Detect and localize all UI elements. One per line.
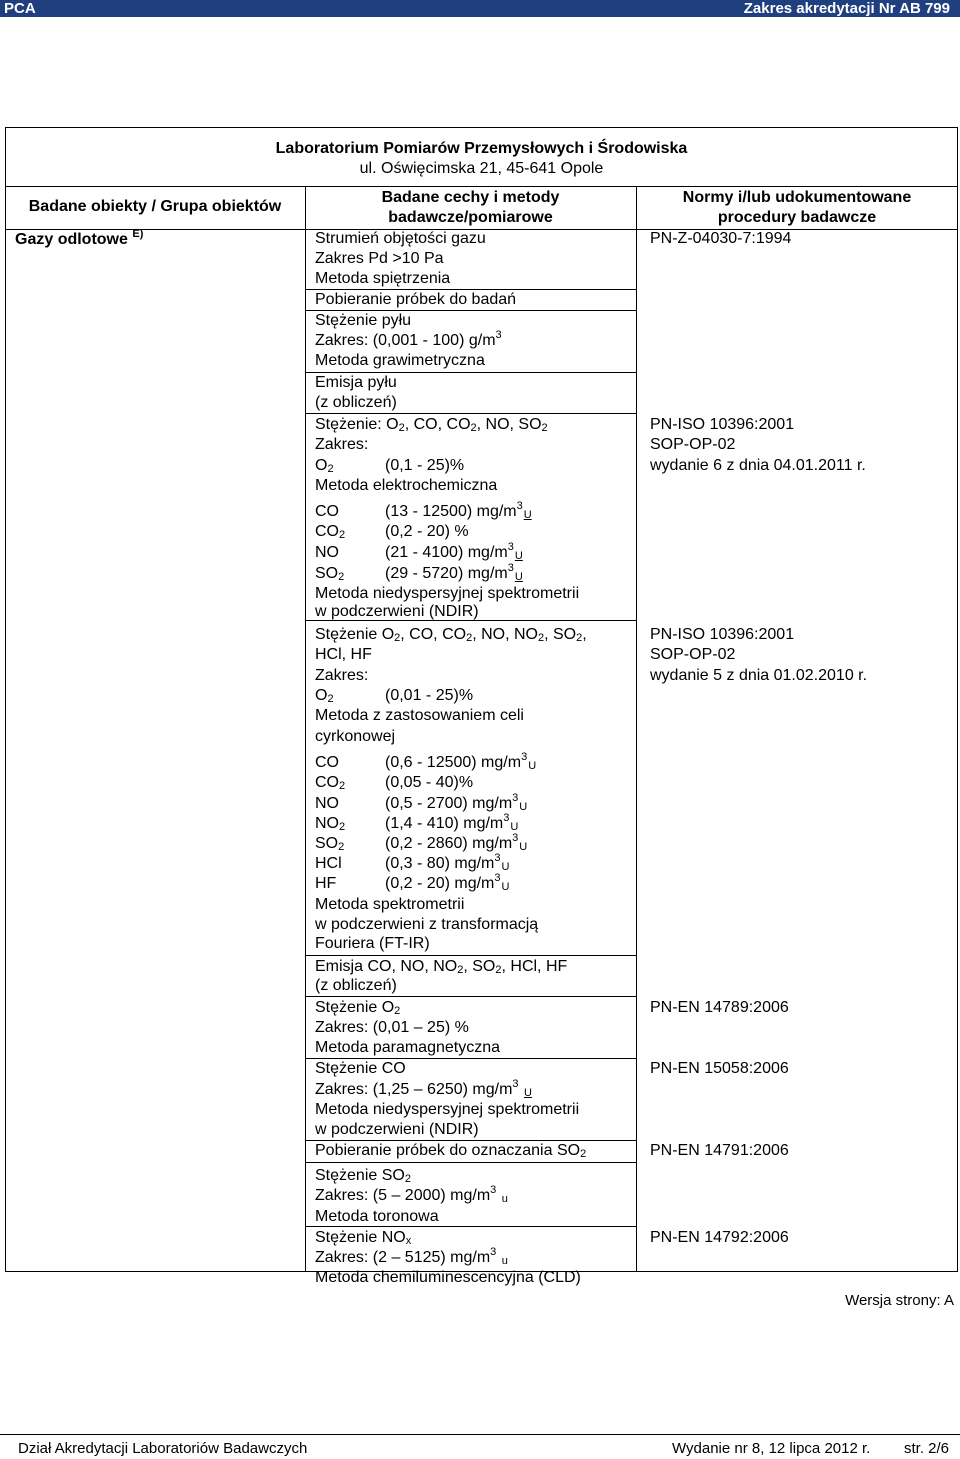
sampling-text: Pobieranie próbek do badań: [315, 291, 517, 308]
so2-method: Metoda toronowa: [315, 1208, 439, 1225]
col2-header-l2: badawcze/pomiarowe: [388, 209, 553, 226]
norm-2a: PN-ISO 10396:2001: [650, 416, 795, 433]
ftir-method-l1: Metoda spektrometrii: [315, 896, 465, 913]
lab-address: ul. Oświęcimska 21, 45-641 Opole: [359, 160, 604, 177]
electro-method: Metoda elektrochemiczna: [315, 477, 498, 494]
col2-header-l1: Badane cechy i metody: [381, 189, 560, 206]
co-title: Stężenie CO: [315, 1060, 406, 1077]
o2c-title: Stężenie $O_2$: [315, 999, 401, 1017]
ndir-method-l1: Metoda niedyspersyjnej spektrometrii: [315, 585, 580, 602]
o2c-range: Zakres: (0,01 – 25) %: [315, 1019, 469, 1036]
header-right: Zakres akredytacji Nr AB 799: [743, 0, 950, 17]
so2-title: Stężenie $SO_2$: [315, 1167, 411, 1185]
rule-emis: [305, 413, 636, 414]
footer-left: Dział Akredytacji Laboratoriów Badawczych: [18, 1440, 308, 1457]
rule-emis2: [305, 996, 636, 997]
o2c-method: Metoda paramagnetyczna: [315, 1039, 500, 1056]
norm-3a: PN-ISO 10396:2001: [650, 626, 795, 643]
dust-method: Metoda grawimetryczna: [315, 352, 485, 369]
rule-so2samp: [305, 1162, 636, 1163]
footer-right: str. 2/6: [904, 1440, 950, 1457]
col-divider-2: [636, 186, 637, 1272]
emis2-note: (z obliczeń): [315, 977, 397, 994]
norm-3c: wydanie 5 z dnia 01.02.2010 r.: [650, 667, 868, 684]
ftir-method-l2: w podczerwieni z transformacją: [315, 916, 539, 933]
emis2-title: Emisja CO, NO, $NO_2$, $SO_2$, HCl, HF: [315, 958, 568, 976]
top-bar: [0, 0, 960, 17]
norm-6: PN-EN 14791:2006: [650, 1142, 789, 1159]
norm-2b: SOP-OP-02: [650, 436, 736, 453]
page-version: Wersja strony: A: [845, 1292, 954, 1309]
flow-title: Strumień objętości gazu: [315, 230, 486, 247]
flow-method: Metoda spiętrzenia: [315, 270, 451, 287]
conc-b-title-l2: HCl, HF: [315, 646, 372, 663]
header-left: PCA: [4, 0, 36, 17]
conc-b-title: Stężenie $O_2$, CO, $CO_2$, NO, $NO_2$, $SO_2$,: [315, 626, 587, 644]
emis-title: Emisja pyłu: [315, 374, 397, 391]
zirc-method-l1: Metoda z zastosowaniem celi: [315, 707, 524, 724]
footer-middle: Wydanie nr 8, 12 lipca 2012 r.: [672, 1440, 871, 1457]
norm-4: PN-EN 14789:2006: [650, 999, 789, 1016]
co-method-l1: Metoda niedyspersyjnej spektrometrii: [315, 1101, 580, 1118]
norm-5: PN-EN 15058:2006: [650, 1060, 789, 1077]
norm-2c: wydanie 6 z dnia 04.01.2011 r.: [650, 457, 866, 474]
dust-range: Zakres: (0,001 - 100) $g/m^3$: [315, 329, 502, 349]
emis-note: (z obliczeń): [315, 394, 397, 411]
conc-a-zakres: Zakres:: [315, 436, 369, 453]
zirc-method-l2: cyrkonowej: [315, 728, 396, 745]
so2-range: Zakres: (5 – 2000) $mg/m^3$ u: [315, 1184, 508, 1205]
nox-title: Stężenie $NO_x$: [315, 1229, 412, 1247]
norm-7: PN-EN 14792:2006: [650, 1229, 789, 1246]
co-method-l2: w podczerwieni (NDIR): [315, 1121, 479, 1138]
ftir-method-l3: Fouriera (FT-IR): [315, 935, 430, 952]
so2-sampling: Pobieranie próbek do oznaczania $SO_2$: [315, 1142, 587, 1160]
nox-method: Metoda chemiluminescencyjna (CLD): [315, 1269, 581, 1286]
ndir-method-l2: w podczerwieni (NDIR): [315, 603, 479, 620]
co-range: Zakres: (1,25 – 6250) $mg/m^3$ U: [315, 1078, 532, 1099]
col-divider-1: [305, 186, 306, 1272]
dust-title: Stężenie pyłu: [315, 312, 412, 329]
footer-rule: [0, 1434, 960, 1435]
nox-range: Zakres: (2 – 5125) $mg/m^3$ u: [315, 1246, 508, 1267]
conc-a-title: Stężenie: $O_2$, CO, $CO_2$, NO, $SO_2$: [315, 416, 548, 434]
norm-3b: SOP-OP-02: [650, 646, 736, 663]
col3-header-l1: Normy i/lub udokumentowane: [682, 189, 912, 206]
flow-range: Zakres Pd >10 Pa: [315, 250, 444, 267]
lab-name: Laboratorium Pomiarów Przemysłowych i Środowiska: [275, 140, 688, 157]
col3-header-l2: procedury badawcze: [717, 209, 877, 226]
rule-ftir: [305, 955, 636, 956]
object-label: Gazy odlotowe $^{E)}$: [15, 228, 144, 248]
col1-header: Badane obiekty / Grupa obiektów: [28, 198, 282, 215]
conc-b-zakres: Zakres:: [315, 667, 369, 684]
object-mark: E): [132, 228, 144, 240]
rule-below-lab: [5, 186, 958, 187]
norm-1: PN-Z-04030-7:1994: [650, 230, 792, 247]
